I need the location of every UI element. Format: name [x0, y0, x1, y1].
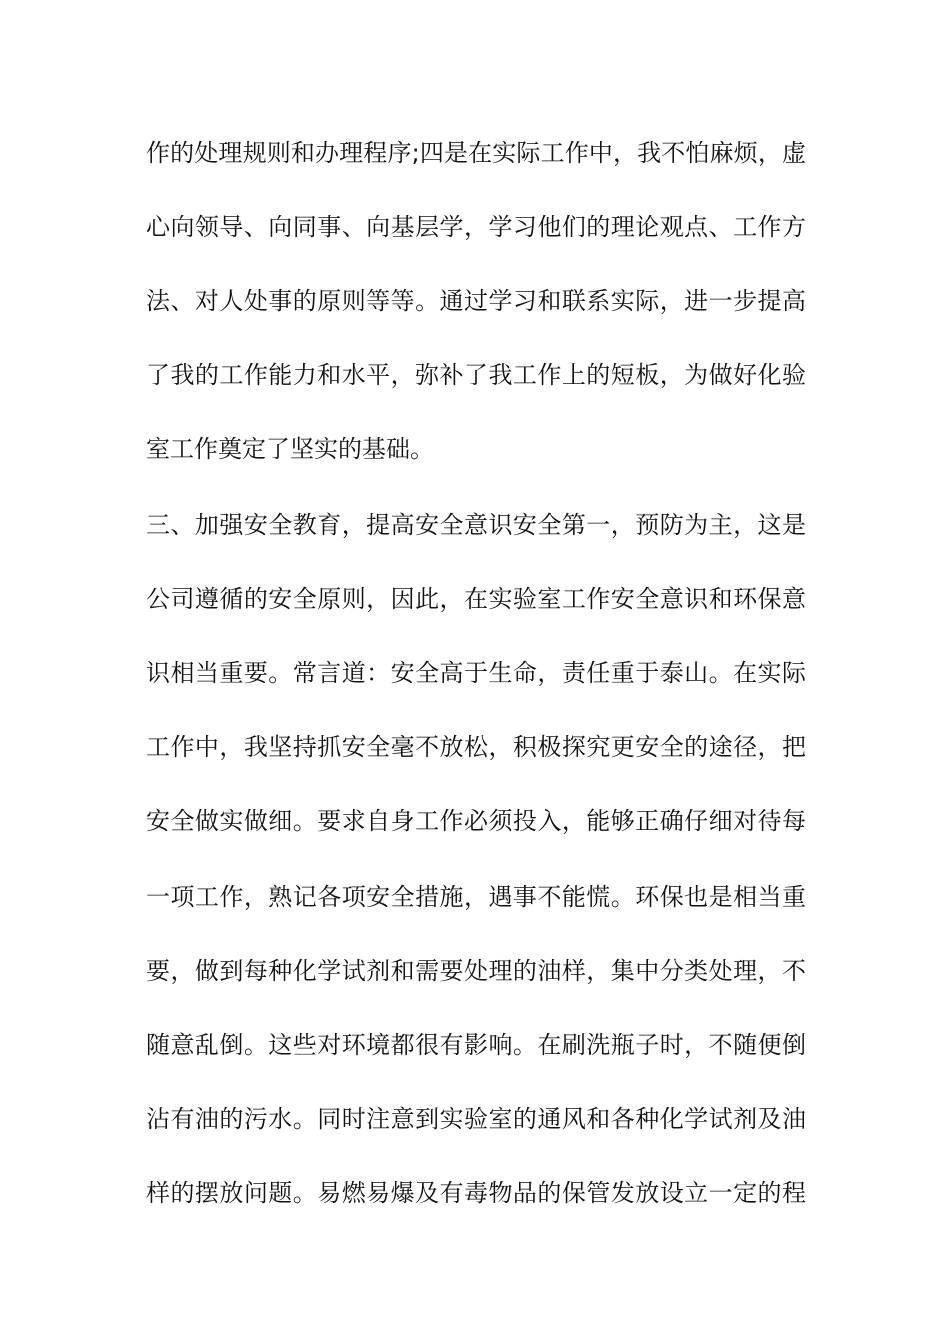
section-heading-line: 三、加强安全教育，提高安全意识安全第一，预防为主，这是 — [146, 511, 806, 539]
text-line-1: 作的处理规则和办理程序;四是在实际工作中，我不怕麻烦，虚 — [146, 139, 806, 167]
text-line-15: 样的摆放问题。易燃易爆及有毒物品的保管发放设立一定的程 — [146, 1179, 806, 1207]
text-line-8: 识相当重要。常言道：安全高于生命，责任重于泰山。在实际 — [146, 659, 806, 687]
text-line-13: 随意乱倒。这些对环境都很有影响。在刷洗瓶子时，不随便倒 — [146, 1031, 806, 1059]
text-line-5: 室工作奠定了坚实的基础。 — [146, 435, 434, 463]
text-line-14: 沾有油的污水。同时注意到实验室的通风和各种化学试剂及油 — [146, 1105, 806, 1133]
text-line-9: 工作中，我坚持抓安全毫不放松，积极探究更安全的途径，把 — [146, 733, 806, 761]
text-line-10: 安全做实做细。要求自身工作必须投入，能够正确仔细对待每 — [146, 807, 806, 835]
text-line-7: 公司遵循的安全原则，因此，在实验室工作安全意识和环保意 — [146, 585, 806, 613]
text-line-12: 要，做到每种化学试剂和需要处理的油样，集中分类处理，不 — [146, 957, 806, 985]
text-line-2: 心向领导、向同事、向基层学，学习他们的理论观点、工作方 — [146, 213, 806, 241]
text-line-3: 法、对人处事的原则等等。通过学习和联系实际，进一步提高 — [146, 287, 806, 315]
text-line-11: 一项工作，熟记各项安全措施，遇事不能慌。环保也是相当重 — [146, 883, 806, 911]
text-line-4: 了我的工作能力和水平，弥补了我工作上的短板，为做好化验 — [146, 361, 806, 389]
